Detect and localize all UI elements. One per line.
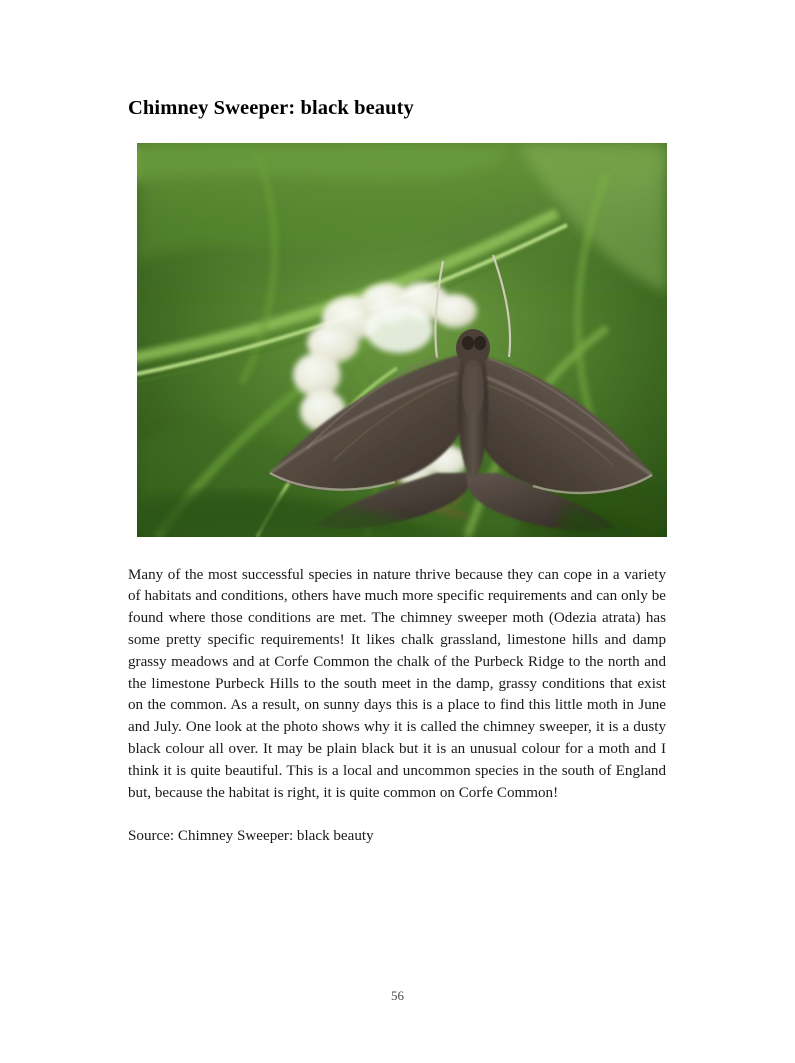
page-content — [128, 96, 666, 848]
page-title: Chimney Sweeper: black beauty — [128, 97, 414, 119]
page-number: 56 — [391, 988, 404, 1003]
moth-photo-image — [137, 143, 667, 537]
source-line: Source: Chimney Sweeper: black beauty — [128, 828, 374, 845]
article-body: Many of the most successful species in nature thrive because they can cope in a variety of habitats and conditions, others have much more specific requirements and can only be found where those conditions are met. The chimney sweeper moth (Odezia atrata) has some pretty specific requirements! It likes chalk grassland, limestone hills and damp grassy meadows and at Corfe Common the chalk of the Purbeck Ridge to the north and the limestone Purbeck Hills to the south meet in the damp, grassy conditions that exist on the common. As a result, on sunny days this is a place to find this little moth in June and July. One look at the photo shows why it is called the chimney sweeper, it is a dusty black colour all over. It may be plain black but it is an unusual colour for a moth and I think it is quite beautiful. This is a local and uncommon species in the south of England but, because the habitat is right, it is quite common on Corfe Common! — [128, 566, 666, 801]
moth-photo-figure — [137, 143, 667, 537]
